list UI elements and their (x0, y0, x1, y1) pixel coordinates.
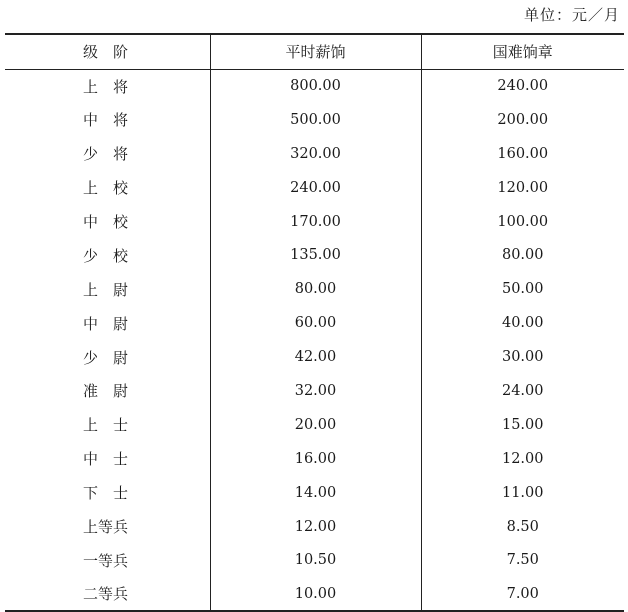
table-row (5, 442, 624, 476)
hardship-cell: 7.00 (421, 577, 624, 611)
rank-cell: 上 校 (5, 171, 210, 205)
table-row (5, 103, 624, 137)
salary-cell: 14.00 (210, 476, 421, 510)
hardship-cell: 120.00 (497, 179, 549, 196)
header-hardship: 国难饷章 (421, 34, 624, 69)
rank-cell: 少 尉 (5, 340, 210, 374)
hardship-cell: 24.00 (501, 382, 544, 399)
unit-note: 单位：元／月 (523, 6, 620, 24)
table-row (5, 476, 624, 510)
salary-cell: 170.00 (210, 205, 421, 239)
hardship-cell: 200.00 (497, 111, 549, 128)
table-row (5, 374, 624, 408)
rank-cell: 中 士 (5, 442, 210, 476)
table-row (5, 137, 624, 171)
table-row (5, 408, 624, 442)
salary-cell: 60.00 (210, 306, 421, 340)
table-row (5, 238, 624, 272)
hardship-cell: 30.00 (501, 349, 544, 366)
rank-cell: 下 士 (5, 476, 210, 510)
rank-cell: 二等兵 (5, 577, 210, 611)
hardship-cell: 100.00 (497, 213, 549, 230)
hardship-cell: 7.50 (506, 552, 539, 569)
table-row (5, 577, 624, 611)
table-header (5, 34, 624, 69)
salary-cell: 10.00 (210, 577, 421, 611)
rank-cell: 一等兵 (5, 543, 210, 577)
table-body (5, 69, 624, 611)
salary-cell: 42.00 (210, 340, 421, 374)
header-salary: 平时薪饷 (210, 34, 421, 69)
header-row (5, 34, 624, 69)
table-row (5, 272, 624, 306)
rank-cell: 中 将 (5, 103, 210, 137)
rank-cell: 少 校 (5, 238, 210, 272)
hardship-cell: 40.00 (501, 315, 544, 332)
rank-cell: 少 将 (5, 137, 210, 171)
hardship-cell: 240.00 (497, 78, 549, 95)
table-row (5, 340, 624, 374)
salary-table (5, 33, 624, 612)
hardship-cell: 11.00 (501, 484, 544, 501)
table-row (5, 171, 624, 205)
table-row (5, 306, 624, 340)
hardship-cell: 12.00 (501, 450, 544, 467)
salary-cell: 12.00 (210, 510, 421, 544)
salary-cell: 32.00 (210, 374, 421, 408)
hardship-cell: 80.00 (501, 247, 544, 264)
rank-cell: 上 将 (5, 69, 210, 103)
table-row (5, 543, 624, 577)
hardship-cell: 50.00 (501, 281, 544, 298)
table-row (5, 205, 624, 239)
rank-cell: 上等兵 (5, 510, 210, 544)
table-row (5, 69, 624, 103)
rank-cell: 中 尉 (5, 306, 210, 340)
salary-cell: 320.00 (210, 137, 421, 171)
salary-cell: 240.00 (210, 171, 421, 205)
rank-cell: 上 士 (5, 408, 210, 442)
salary-cell: 500.00 (210, 103, 421, 137)
hardship-cell: 160.00 (497, 145, 549, 162)
salary-cell: 16.00 (210, 442, 421, 476)
rank-cell: 上 尉 (5, 272, 210, 306)
rank-cell: 中 校 (5, 205, 210, 239)
salary-cell: 10.50 (210, 543, 421, 577)
table-row (5, 510, 624, 544)
salary-cell: 80.00 (210, 272, 421, 306)
rank-cell: 准 尉 (5, 374, 210, 408)
salary-cell: 800.00 (210, 69, 421, 103)
hardship-cell: 15.00 (501, 416, 544, 433)
salary-cell: 20.00 (210, 408, 421, 442)
salary-cell: 135.00 (210, 238, 421, 272)
header-rank: 级 阶 (5, 34, 210, 69)
hardship-cell: 8.50 (506, 518, 539, 535)
